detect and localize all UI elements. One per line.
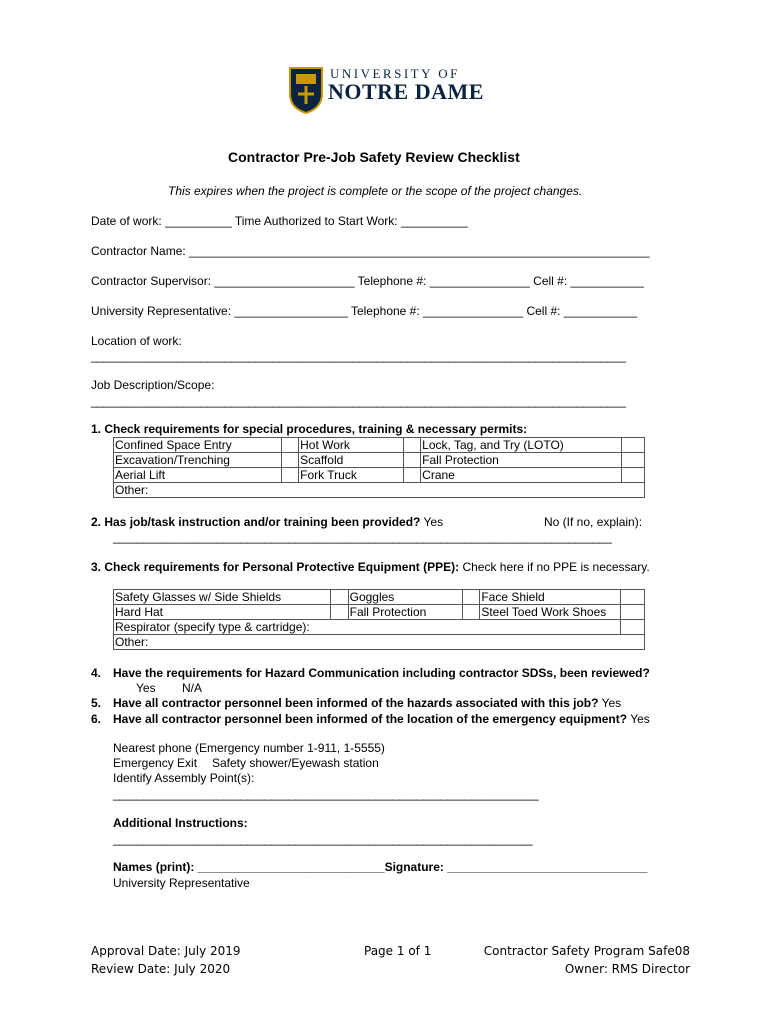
- safety-shower-option[interactable]: Safety shower/Eyewash station: [212, 756, 379, 770]
- q4-number: 4.: [91, 666, 102, 680]
- checkbox-respirator[interactable]: [621, 620, 645, 635]
- checkbox-ppe-fall-protection[interactable]: [462, 605, 479, 620]
- table-cell: Safety Glasses w/ Side Shields: [114, 590, 331, 605]
- emergency-exit-option[interactable]: Emergency Exit: [113, 756, 198, 770]
- q6-row: [113, 712, 650, 726]
- checkbox-aerial-lift[interactable]: [282, 468, 299, 483]
- no-ppe-option[interactable]: Check here if no PPE is necessary.: [462, 560, 650, 574]
- owner: Owner: RMS Director: [564, 962, 690, 976]
- additional-instructions-label: Additional Instructions:: [113, 816, 248, 830]
- approval-date: Approval Date: July 2019: [91, 944, 241, 958]
- checkbox-excavation[interactable]: [282, 453, 299, 468]
- checkbox-scaffold[interactable]: [404, 453, 421, 468]
- section-2-explain-line[interactable]: __________________________________________________________________________________: [113, 530, 612, 544]
- page-subtitle: This expires when the project is complete or the scope of the project changes.: [168, 184, 583, 198]
- q6-yes-option[interactable]: Yes: [630, 712, 650, 726]
- section-2-heading: 2. Has job/task instruction and/or training been provided?: [91, 515, 421, 529]
- section-2-yes-option[interactable]: Yes: [423, 515, 444, 529]
- table-cell: Scaffold: [299, 453, 404, 468]
- q6-number: 6.: [91, 712, 102, 726]
- section-3-heading: 3. Check requirements for Personal Protective Equipment (PPE):: [91, 560, 460, 574]
- q5-question: Have all contractor personnel been informed of the hazards associated with this job?: [113, 696, 599, 710]
- checkbox-hot-work[interactable]: [404, 438, 421, 453]
- table-row: [114, 453, 645, 468]
- q4-yes-option[interactable]: Yes: [136, 681, 156, 695]
- checkbox-crane[interactable]: [622, 468, 645, 483]
- contractor-supervisor-field[interactable]: Contractor Supervisor: _____________________ Telephone #: _______________ Cell #: ___________: [91, 274, 644, 288]
- table-cell: Fall Protection: [421, 453, 622, 468]
- table-cell: Hard Hat: [114, 605, 331, 620]
- review-date: Review Date: July 2020: [91, 962, 231, 976]
- notre-dame-logo: [288, 66, 488, 116]
- table-cell: Crane: [421, 468, 622, 483]
- names-line[interactable]: ____________________________: [197, 860, 385, 874]
- q5-number: 5.: [91, 696, 102, 710]
- assembly-point-label: Identify Assembly Point(s):: [113, 771, 255, 785]
- table-row: [114, 468, 645, 483]
- section-3-question: [91, 560, 650, 574]
- date-of-work-field[interactable]: Date of work: __________ Time Authorized to Start Work: __________: [91, 214, 468, 228]
- signer-role: University Representative: [113, 876, 250, 890]
- respirator-field[interactable]: Respirator (specify type & cartridge):: [114, 620, 621, 635]
- program-name: Contractor Safety Program Safe08: [483, 944, 690, 958]
- section-1-heading: 1. Check requirements for special procedures, training & necessary permits:: [91, 422, 528, 436]
- contractor-name-field[interactable]: Contractor Name: _____________________________________________________________________: [91, 244, 650, 258]
- checkbox-goggles[interactable]: [462, 590, 479, 605]
- q4-question: Have the requirements for Hazard Communication including contractor SDSs, been reviewed?: [113, 666, 650, 680]
- location-line[interactable]: ________________________________________________________________________________________: [91, 349, 626, 363]
- page-number: Page 1 of 1: [364, 944, 432, 958]
- university-seal-icon: [288, 66, 324, 114]
- checkbox-steel-toed-shoes[interactable]: [621, 605, 645, 620]
- q5-yes-option[interactable]: Yes: [601, 696, 622, 710]
- nearest-phone-text: Nearest phone (Emergency number 1-911, 1-5555): [113, 741, 385, 755]
- other-ppe-field[interactable]: Other:: [114, 635, 645, 650]
- location-label: Location of work:: [91, 334, 182, 348]
- checkbox-fall-protection[interactable]: [622, 453, 645, 468]
- table-cell: Face Shield: [480, 590, 621, 605]
- logo-line-1: UNIVERSITY OF: [330, 66, 460, 81]
- signature-label: Signature:: [384, 860, 444, 874]
- permits-table: [113, 437, 645, 498]
- signature-line[interactable]: ______________________________: [447, 860, 648, 874]
- page-title: Contractor Pre-Job Safety Review Checklist: [228, 149, 520, 165]
- q5-row: [113, 696, 621, 710]
- checkbox-safety-glasses[interactable]: [331, 590, 348, 605]
- table-cell: Fork Truck: [299, 468, 404, 483]
- q4-na-option[interactable]: N/A: [182, 681, 203, 695]
- additional-instructions-line[interactable]: _____________________________________________________________________: [113, 832, 533, 846]
- checkbox-face-shield[interactable]: [621, 590, 645, 605]
- table-row: [114, 438, 645, 453]
- table-cell: Steel Toed Work Shoes: [480, 605, 621, 620]
- table-row: [114, 483, 645, 498]
- table-cell: Excavation/Trenching: [114, 453, 282, 468]
- section-2-no-option[interactable]: No (If no, explain):: [544, 515, 643, 529]
- q6-question: Have all contractor personnel been informed of the location of the emergency equipment?: [113, 712, 628, 726]
- logo-line-2: NOTRE DAME: [328, 79, 484, 104]
- ppe-table: [113, 589, 645, 650]
- table-cell: Confined Space Entry: [114, 438, 282, 453]
- table-cell: Hot Work: [299, 438, 404, 453]
- checkbox-confined-space[interactable]: [282, 438, 299, 453]
- table-cell: Aerial Lift: [114, 468, 282, 483]
- table-row: [114, 605, 645, 620]
- table-cell: Lock, Tag, and Try (LOTO): [421, 438, 622, 453]
- university-rep-field[interactable]: University Representative: _________________ Telephone #: _______________ Cell #: ___________: [91, 304, 638, 318]
- other-permits-field[interactable]: Other:: [114, 483, 645, 498]
- section-2-question: [91, 515, 443, 529]
- names-label: Names (print):: [113, 860, 195, 874]
- table-row: [114, 635, 645, 650]
- job-description-label: Job Description/Scope:: [91, 378, 215, 392]
- checkbox-hard-hat[interactable]: [331, 605, 348, 620]
- table-cell: Goggles: [348, 590, 462, 605]
- table-row: [114, 620, 645, 635]
- signature-row: [113, 860, 647, 874]
- job-description-line[interactable]: ________________________________________________________________________________________: [91, 394, 626, 408]
- checkbox-fork-truck[interactable]: [404, 468, 421, 483]
- table-cell: Fall Protection: [348, 605, 462, 620]
- table-row: [114, 590, 645, 605]
- assembly-point-line[interactable]: ______________________________________________________________________: [113, 787, 539, 801]
- checkbox-loto[interactable]: [622, 438, 645, 453]
